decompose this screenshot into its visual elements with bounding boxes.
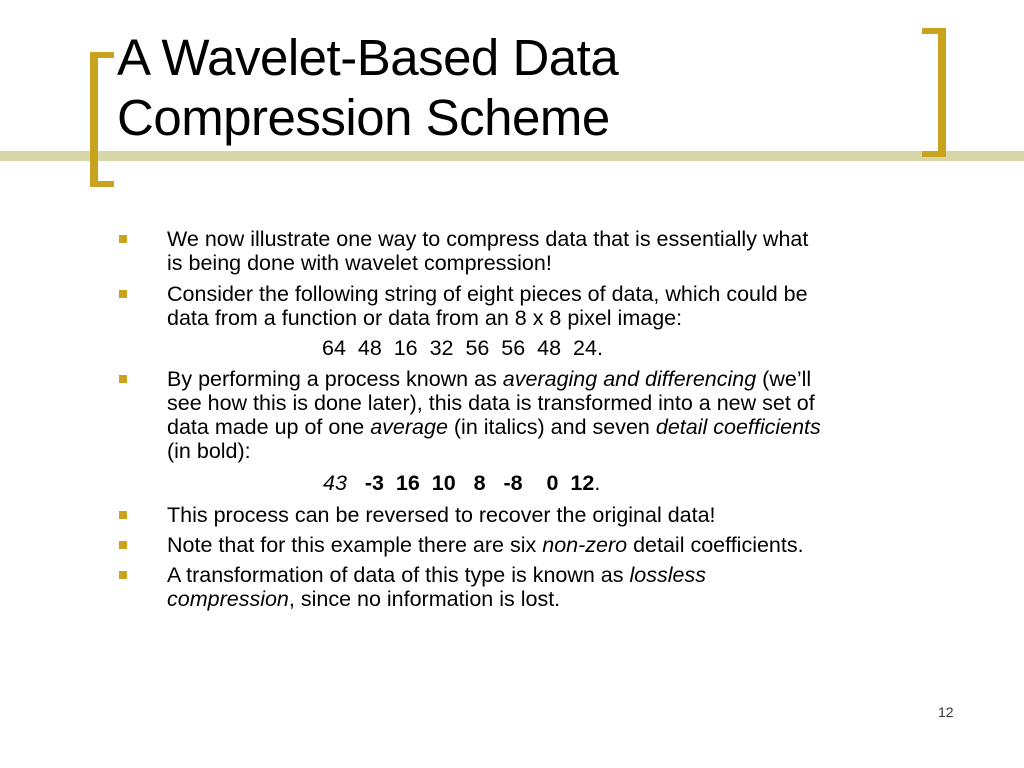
bullet-5-suffix: detail coefficients. [627,533,804,557]
lossless-term: lossless [629,563,706,587]
bullet-6-line-2 [167,587,560,611]
bullet-2-line-1: Consider the following string of eight pieces of data, which could be [167,282,808,306]
slide-title-line-2: Compression Scheme [117,89,610,146]
detail-coefficients-term: detail coefficients [655,415,821,439]
bullet-4-line-1: This process can be reversed to recover the original data! [167,503,716,527]
bullet-3-line-3-text: data made up of one [167,415,371,439]
slide-page-number: 12 [938,704,954,720]
bullet-marker [119,541,127,549]
transformed-data-string [323,471,600,495]
average-term: average [370,415,448,439]
original-data-string: 64 48 16 32 56 56 48 24. [322,336,603,360]
bullet-3-line-3-middle: (in italics) and seven [447,415,656,439]
bullet-3-line-1 [167,367,811,391]
bullet-marker [119,235,127,243]
bullet-6-line-1-text: A transformation of data of this type is known as [167,563,630,587]
slide-title-line-1: A Wavelet-Based Data [117,29,619,86]
detail-coefficient-values: -3 16 10 8 -8 0 12 [364,471,595,495]
bullet-2-line-2: data from a function or data from an 8 x 8 pixel image: [167,306,683,330]
bullet-6-line-2-suffix: , since no information is lost. [288,587,561,611]
non-zero-term: non-zero [542,533,628,557]
average-value: 43 [323,471,347,495]
bullet-5-text: Note that for this example there are six [167,533,543,557]
bullet-3-line-2: see how this is done later), this data is transformed into a new set of [167,391,815,415]
compression-term: compression [167,587,289,611]
bullet-1-line-1: We now illustrate one way to compress data that is essentially what [167,227,809,251]
bullet-marker [119,290,127,298]
bullet-5-line-1 [167,533,804,557]
bullet-3-line-4: (in bold): [167,439,251,463]
bullet-3-line-3 [167,415,821,439]
bullet-3-line-1-text: By performing a process known as [167,367,503,391]
transformed-period: . [594,471,601,495]
bullet-3-line-1-suffix: (we’ll [756,367,812,391]
bullet-marker [119,375,127,383]
averaging-and-differencing-term: averaging and differencing [502,367,757,391]
bullet-6-line-1 [167,563,706,587]
bullet-1-line-2: is being done with wavelet compression! [167,251,552,275]
bullet-marker [119,571,127,579]
bullet-marker [119,511,127,519]
